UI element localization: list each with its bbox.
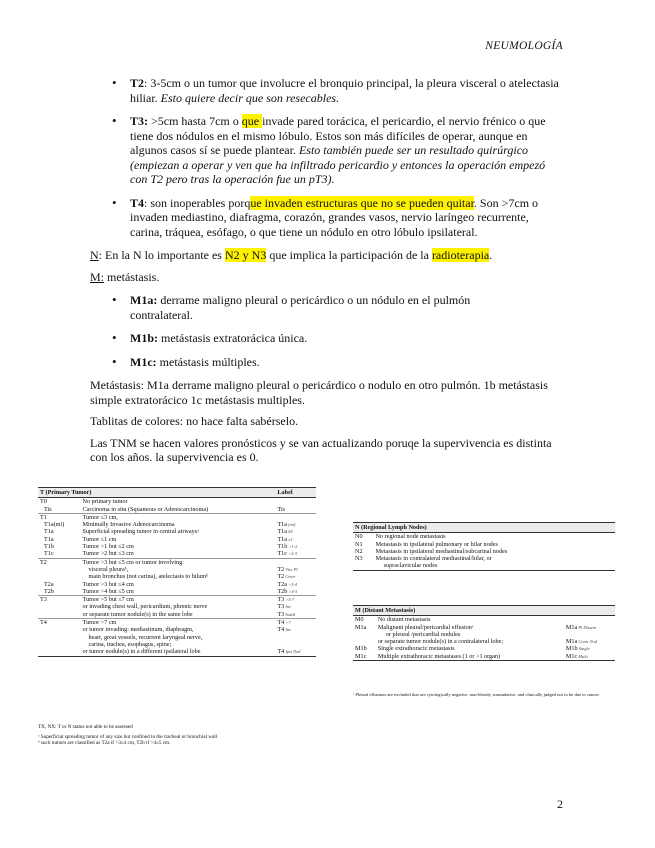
label-main: T4 <box>277 626 285 634</box>
item-text: : 3-5cm o un tumor que involucre el bronquio principal, la pleura visceral o atelectasia hiliar. <box>130 76 559 105</box>
cell-stage <box>353 638 376 645</box>
table-row <box>38 543 316 550</box>
cell-label <box>564 624 615 631</box>
cell-description: No regional node metastasis <box>375 533 446 541</box>
table-row <box>38 619 316 627</box>
cell-label <box>564 631 615 638</box>
label-main: M1c <box>565 652 578 660</box>
document-body <box>90 76 560 472</box>
cell-description: No distant metastasis <box>377 616 431 624</box>
t-primary-tumor-table <box>38 487 316 657</box>
label-main: T1a <box>277 535 288 543</box>
label-main: T2 <box>277 573 285 581</box>
table-row <box>38 521 316 528</box>
cell-stage: T0 <box>40 498 47 506</box>
label-sub: Inv <box>284 604 291 610</box>
table-row <box>38 513 316 521</box>
cell-stage <box>38 573 81 580</box>
label-sub: >2-3 <box>287 551 297 557</box>
cell-description: carina, trachea, esophagus, spine; <box>88 640 172 648</box>
table-row <box>38 596 316 604</box>
label-main: M1a <box>565 638 578 646</box>
term: M1b: <box>130 331 158 345</box>
cell-label <box>564 616 615 624</box>
cell-stage: T2 <box>38 558 81 566</box>
table-row <box>38 581 316 588</box>
cell-label <box>275 581 316 588</box>
label-sub: Ipsi Nod <box>284 649 301 655</box>
table-row <box>353 624 615 631</box>
table-row <box>353 653 615 661</box>
cell-description: Tumor >1 but ≤2 cm <box>82 543 134 551</box>
label-main: T4 <box>277 619 285 627</box>
cell-stage: N1 <box>355 540 363 548</box>
cell-label <box>275 611 316 619</box>
cell-stage: T1c <box>44 550 54 558</box>
label-sub: Visc Pl <box>284 566 298 572</box>
cell-label <box>275 506 316 514</box>
cell-label <box>275 566 316 573</box>
n-regional-nodes-table <box>353 522 615 571</box>
cell-label <box>275 513 316 521</box>
cell-stage: M0 <box>355 616 364 624</box>
table-row <box>38 648 316 656</box>
label-main: T2 <box>277 565 285 573</box>
table-header: M (Distant Metastasis) <box>353 606 615 616</box>
cell-description: or separate tumor nodule(s) in a contralateral lobe; <box>377 638 504 646</box>
label-sub: >1-2 <box>287 544 298 550</box>
table-row <box>38 603 316 610</box>
label-main: T3 <box>277 596 285 604</box>
highlight: radioterapia <box>431 248 490 262</box>
cell-stage: T1b <box>44 543 54 551</box>
table-row <box>38 641 316 648</box>
cell-label <box>275 521 316 528</box>
cell-description: Tumor >7 cm <box>81 619 276 627</box>
cell-description: Tumor >3 but ≤5 cm or tumor involving: <box>81 558 276 566</box>
cell-description: Tumor >2 but ≤3 cm <box>82 550 134 558</box>
label-main: M1b <box>565 645 578 653</box>
item-text: derrame maligno pleural o pericárdico o un nódulo en el pulmón contralateral. <box>130 293 471 322</box>
table-row <box>38 536 316 543</box>
m-stage-list <box>90 293 560 369</box>
label-main: T1a <box>277 521 288 529</box>
label-main: T1a <box>277 528 288 536</box>
cell-description: Tumor >5 but ≤7 cm <box>81 596 276 604</box>
item-text: >5cm hasta 7cm o <box>148 114 242 128</box>
table-header: T (Primary Tumor) <box>38 488 275 498</box>
table-row <box>353 533 615 541</box>
footnote: TX, NX: T or N status not able to be assessed <box>38 724 133 730</box>
cell-stage: T2a <box>44 580 54 588</box>
table-header-label: Label <box>275 488 316 498</box>
cell-label <box>275 498 316 506</box>
label-main: T2b <box>277 587 288 595</box>
cell-description: visceral pleuraᵇ, <box>88 565 129 573</box>
cell-description: Metastasis in contralateral mediastinal/hilar, or <box>375 555 492 563</box>
label-sub: ≤1 <box>287 536 293 542</box>
label-main: T2a <box>277 580 288 588</box>
table-row <box>353 645 615 652</box>
cell-stage: M1c <box>353 653 376 661</box>
highlight: ue invaden estructuras que no se pueden quitar <box>250 195 474 210</box>
label-sub: Satell <box>284 611 296 617</box>
cell-label <box>275 619 316 627</box>
item-text: metástasis múltiples. <box>156 354 260 369</box>
list-item-t4 <box>90 196 560 240</box>
label-main: T3 <box>277 610 285 618</box>
label-sub: Pl Dissem <box>577 624 597 630</box>
label-sub: >3-4 <box>287 581 297 587</box>
cell-label <box>275 558 316 566</box>
cell-stage <box>353 631 376 638</box>
page-header: NEUMOLOGÍA <box>485 40 563 52</box>
footnote: ᵃ Superficial spreading tumor of any size but confined to the tracheal or bronchial wall <box>38 734 218 741</box>
table-row <box>38 498 316 506</box>
item-italic: Esto también puede ser un resultado quirúrgico (empiezan a operar y ven que ha infiltrado pericardio y entonces la operación empezó con T2 pero tras la operación fue un pT3). <box>130 143 546 186</box>
label-main: T3 <box>277 603 285 611</box>
cell-description: Multiple extrathoracic metastases (1 or >1 organ) <box>376 653 564 661</box>
t-table-footnotes <box>38 724 328 747</box>
cell-description: Single extrathoracic metastasis <box>377 645 455 653</box>
item-text: invade pared torácica, el pericardio, el nervio frénico o que tiene dos nódulos en el mismo lóbulo. Estos son más difíciles de operar, aunque en algunos casos sí se puede plantear. <box>130 114 546 157</box>
table-row <box>353 548 615 555</box>
item-text: metástasis extratorácica única. <box>158 331 308 345</box>
cell-stage: M1b <box>355 645 367 653</box>
cell-label <box>275 588 316 596</box>
cell-description: Metastasis in ipsilateral pulmonary or hilar nodes <box>375 540 498 548</box>
cell-stage <box>38 648 81 656</box>
highlight: N2 y N3 <box>224 248 267 262</box>
m-distant-metastasis-table <box>353 605 615 661</box>
cell-stage <box>38 626 81 633</box>
cell-stage: T1 <box>38 513 81 521</box>
table-row <box>38 634 316 641</box>
cell-stage: N0 <box>355 533 363 541</box>
m-table-footnote: ᶜ Pleural effusions are excluded that are cytologically negative, non-bloody, transudative, and clinically judged not to be due to cancer. <box>353 692 600 697</box>
highlight: que <box>241 114 263 128</box>
cell-stage: N2 <box>355 547 363 555</box>
cell-label <box>275 634 316 641</box>
cell-description: Tumor ≤3 cm, <box>81 513 276 521</box>
cell-stage <box>38 603 81 610</box>
table-row <box>353 631 615 638</box>
m-paragraph <box>90 270 560 285</box>
table-row <box>38 506 316 514</box>
cell-description: or pleural /pericardial nodules <box>385 630 461 638</box>
list-item-m1c <box>90 355 560 370</box>
label-sub: Single <box>577 646 590 652</box>
cell-stage: T3 <box>38 596 81 604</box>
table-row <box>38 558 316 566</box>
table-header: N (Regional Lymph Nodes) <box>353 523 615 533</box>
cell-stage: T4 <box>38 619 81 627</box>
table-row <box>353 541 615 548</box>
text: metástasis. <box>104 269 160 284</box>
page-number: 2 <box>557 797 563 811</box>
label-main: T1c <box>277 550 288 558</box>
cell-label <box>275 596 316 604</box>
cell-label <box>275 641 316 648</box>
cell-description: or invading chest wall, pericardium, phrenic nerve <box>82 603 208 611</box>
table-row <box>38 573 316 580</box>
cell-description: Carcinoma in situ (Squamous or Adenocarcinoma) <box>82 505 209 513</box>
list-item-m1a <box>90 293 560 322</box>
table-row <box>38 611 316 619</box>
cell-label <box>564 638 615 645</box>
label-sub: Inv <box>284 627 291 633</box>
paragraph-tablitas: Tablitas de colores: no hace falta sabérselo. <box>90 414 299 428</box>
term: T3: <box>130 114 148 128</box>
label-sub: >7 <box>284 620 291 626</box>
term: T2 <box>130 76 145 90</box>
cell-label <box>275 573 316 580</box>
list-item-t3 <box>90 114 560 187</box>
cell-label <box>564 653 615 661</box>
cell-description: main bronchus (not carina), atelectasis to hilumᵇ <box>88 573 209 581</box>
cell-description: Minimally Invasive Adenocarcinoma <box>82 521 175 529</box>
cell-label <box>275 528 316 535</box>
cell-description: supraclavicular nodes <box>374 562 615 570</box>
cell-stage: Tis <box>44 505 52 513</box>
cell-label <box>564 645 615 652</box>
label-sub: Multi <box>577 653 588 659</box>
n-paragraph <box>90 248 560 263</box>
table-row <box>353 562 615 570</box>
cell-description: or tumor invading: mediastinum, diaphragm, <box>82 626 194 634</box>
cell-stage: T1a <box>44 535 54 543</box>
paragraph-metastasis: Metástasis: M1a derrame maligno pleural o pericárdico o nodulo en otro pulmón. 1b metástasis simple extratorácico 1c metástasis multiples. <box>90 378 548 407</box>
cell-description: No primary tumor <box>82 498 128 506</box>
table-row <box>353 555 615 562</box>
text: : En la N lo importante es <box>98 248 225 262</box>
label-main: T4 <box>277 648 285 656</box>
cell-description: Malignant pleural/pericardial effusionᶜ <box>377 623 474 631</box>
text: que implica la participación de la <box>266 248 432 262</box>
item-italic: Esto quiere decir que son resecables. <box>160 90 340 105</box>
list-item-m1b <box>90 331 560 346</box>
cell-description: or separate tumor nodule(s) in the same lobe <box>82 610 193 618</box>
cell-stage: T2b <box>44 587 54 595</box>
underlined-label: M: <box>90 269 105 284</box>
cell-description: Metastasis in ipsilateral mediastinal/subcarinal nodes <box>375 547 508 555</box>
list-item-t2 <box>90 76 560 105</box>
t-stage-list <box>90 76 560 239</box>
cell-stage <box>353 562 374 570</box>
table-row <box>38 626 316 633</box>
label-main: M1a <box>565 623 578 631</box>
cell-description: Tumor >3 but ≤4 cm <box>82 580 134 588</box>
cell-label <box>275 603 316 610</box>
cell-label <box>275 626 316 633</box>
cell-label <box>275 536 316 543</box>
term: T4 <box>130 195 145 210</box>
table-row <box>353 638 615 645</box>
cell-label <box>275 543 316 550</box>
table-row <box>353 616 615 624</box>
cell-description: heart, great vessels, recurrent laryngeal nerve, <box>88 633 203 641</box>
cell-stage: T1a <box>44 528 54 536</box>
footnote: ᵇ such tumors are classified as T2a if >3≤4 cm, T2b if >4≤5 cm. <box>38 740 171 747</box>
cell-stage <box>38 634 81 641</box>
label-sub: >4-5 <box>287 588 298 594</box>
label-sub: Centr <box>284 574 296 580</box>
underlined-label: N <box>90 248 99 262</box>
term: M1c: <box>130 354 157 369</box>
table-row <box>38 588 316 596</box>
label-sub: (mi) <box>287 522 296 528</box>
table-row <box>38 550 316 558</box>
label-sub: SS <box>287 529 293 535</box>
item-text: . Son >7cm o invaden mediastino, diafragma, corazón, grandes vasos, nervio laríngeo recurrente, carina, tráquea, esófago, o que tiene un nódulo en otro lóbulo ipsilateral. <box>130 195 539 239</box>
term: M1a: <box>130 293 158 307</box>
text: . <box>489 248 493 262</box>
cell-stage <box>38 611 81 619</box>
paragraph-tnm: Las TNM se hacen valores pronósticos y se van actualizando poruqe la supervivencia es distinta con los años. la supervivencia es 0. <box>90 435 552 464</box>
label-main: T1b <box>277 543 288 551</box>
cell-stage <box>38 566 81 573</box>
cell-stage: T1a(mi) <box>44 521 65 529</box>
label-main: Tis <box>277 505 286 513</box>
cell-description: or tumor nodule(s) in a different ipsilateral lobe <box>81 648 276 656</box>
cell-label <box>275 648 316 656</box>
cell-description: Tumor ≤1 cm <box>82 535 117 543</box>
cell-description: Tumor >4 but ≤5 cm <box>82 587 134 595</box>
cell-stage: M1a <box>355 623 367 631</box>
label-sub: >5-7 <box>284 597 295 603</box>
cell-stage: N3 <box>355 555 363 563</box>
table-row <box>38 528 316 535</box>
table-row <box>38 566 316 573</box>
cell-description: Superficial spreading tumor in central airwaysᵃ <box>82 528 199 536</box>
cell-stage <box>38 641 81 648</box>
item-text: : son inoperables porq <box>144 195 251 210</box>
label-sub: Contr Nod <box>577 639 598 645</box>
cell-label <box>275 550 316 558</box>
